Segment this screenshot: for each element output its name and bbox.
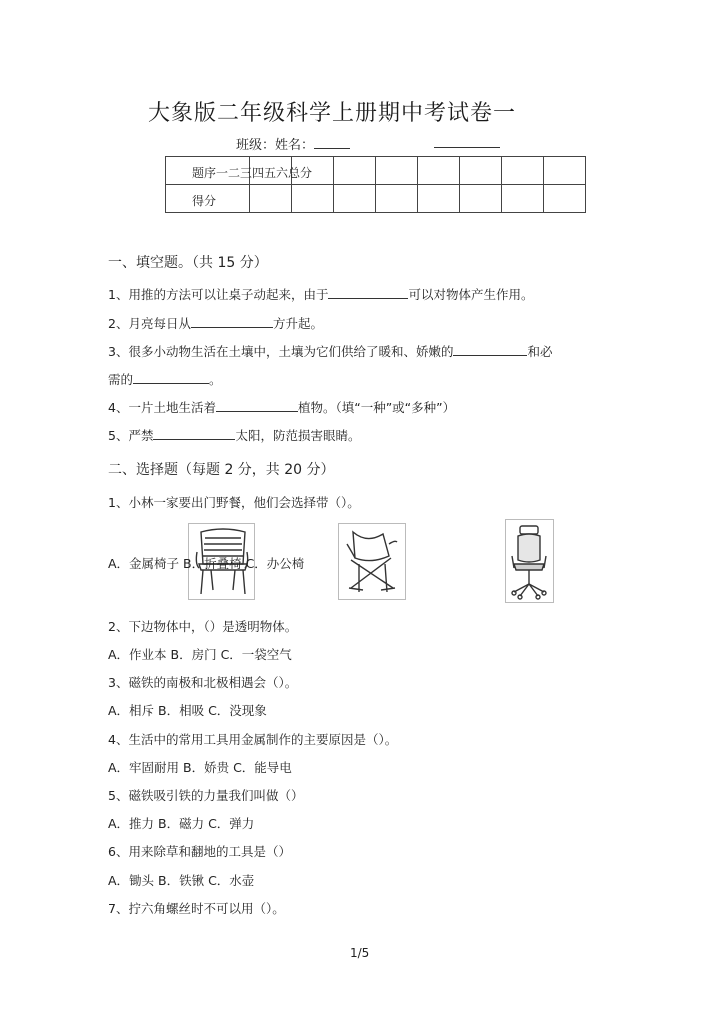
class-name-label: 班级：姓名： — [236, 138, 315, 153]
section1-heading: 一、填空题。（共 15 分） — [108, 255, 268, 271]
score-label-cell — [166, 185, 250, 213]
choice-question-5: 5、磁铁吸引铁的力量我们叫做（） — [108, 788, 304, 803]
class-name-line — [236, 134, 350, 153]
answer-blank — [216, 398, 298, 412]
office-chair-icon — [506, 520, 553, 602]
q2-text-b: 方升起。 — [272, 316, 323, 331]
score-cell — [460, 157, 502, 185]
choice-question-7: 7、拧六角螺丝时不可以用（）。 — [108, 901, 285, 916]
q3-text-c: 需的 — [108, 372, 134, 387]
score-cell — [334, 157, 376, 185]
score-cell — [418, 185, 460, 213]
score-cell — [502, 157, 544, 185]
folding-chair-image — [338, 523, 406, 600]
fill-question-1 — [108, 285, 533, 303]
score-cell — [292, 185, 334, 213]
header-label-cell — [166, 157, 313, 185]
answer-blank — [153, 426, 235, 440]
score-cell — [376, 185, 418, 213]
choice-question-1: 1、小林一家要出门野餐，他们会选择带（）。 — [108, 495, 360, 510]
choice-question-4: 4、生活中的常用工具用金属制作的主要原因是（）。 — [108, 732, 398, 747]
choice-question-6: 6、用来除草和翻地的工具是（） — [108, 844, 291, 859]
answer-blank — [453, 342, 527, 356]
fill-question-5 — [108, 426, 360, 444]
q3-text-b: 和必 — [527, 344, 553, 359]
score-label: 得分 — [192, 194, 217, 208]
section2-heading: 二、选择题（每题 2 分，共 20 分） — [108, 462, 335, 478]
fill-question-2 — [108, 314, 323, 332]
q4-text-b: 植物。（填“一种”或“多种”） — [297, 400, 456, 415]
q2-text-a: 2、月亮每日从 — [108, 316, 191, 331]
choice-question-2: 2、下边物体中，（）是透明物体。 — [108, 619, 298, 634]
fill-question-4 — [108, 398, 455, 416]
choice-question-6-options: A．锄头 B．铁锹 C．水壶 — [108, 873, 255, 888]
answer-blank — [133, 370, 209, 384]
q3-text-d: 。 — [209, 372, 222, 387]
q1-text-b: 可以对物体产生作用。 — [408, 287, 534, 302]
page-number: 1/5 — [350, 946, 370, 960]
q5-text-a: 5、严禁 — [108, 428, 154, 443]
choice-question-1-options: A．金属椅子 B．折叠椅 C．办公椅 — [108, 556, 305, 571]
header-label: 题序一二三四五六总分 — [192, 166, 313, 180]
q4-text-a: 4、一片土地生活着 — [108, 400, 216, 415]
fill-question-3 — [108, 342, 552, 360]
fill-question-3-cont — [108, 370, 222, 388]
answer-blank — [191, 314, 273, 328]
score-cell — [544, 157, 586, 185]
choice-question-3: 3、磁铁的南极和北极相遇会（）。 — [108, 675, 298, 690]
choice-question-5-options: A．推力 B．磁力 C．弹力 — [108, 816, 255, 831]
name-blank — [314, 134, 350, 149]
q1-text-a: 1、用推的方法可以让桌子动起来，由于 — [108, 287, 329, 302]
score-table-header-row — [166, 157, 586, 185]
choice-question-4-options: A．牢固耐用 B．娇贵 C．能导电 — [108, 760, 292, 775]
office-chair-image — [505, 519, 554, 603]
q5-text-b: 太阳，防范损害眼睛。 — [235, 428, 361, 443]
answer-blank — [328, 285, 408, 299]
choice-question-2-options: A．作业本 B．房门 C．一袋空气 — [108, 647, 292, 662]
score-cell — [250, 185, 292, 213]
choice-question-3-options: A．相斥 B．相吸 C．没现象 — [108, 703, 267, 718]
score-cell — [460, 185, 502, 213]
score-table — [165, 156, 586, 213]
score-table-score-row — [166, 185, 586, 213]
folding-chair-icon — [339, 524, 405, 599]
score-cell — [544, 185, 586, 213]
score-cell — [418, 157, 460, 185]
score-cell — [376, 157, 418, 185]
score-cell — [334, 185, 376, 213]
q3-text-a: 3、很多小动物生活在土壤中，土壤为它们供给了暖和、娇嫩的 — [108, 344, 454, 359]
extra-blank — [434, 147, 500, 148]
score-cell — [502, 185, 544, 213]
page-title: 大象版二年级科学上册期中考试卷一 — [148, 101, 517, 126]
